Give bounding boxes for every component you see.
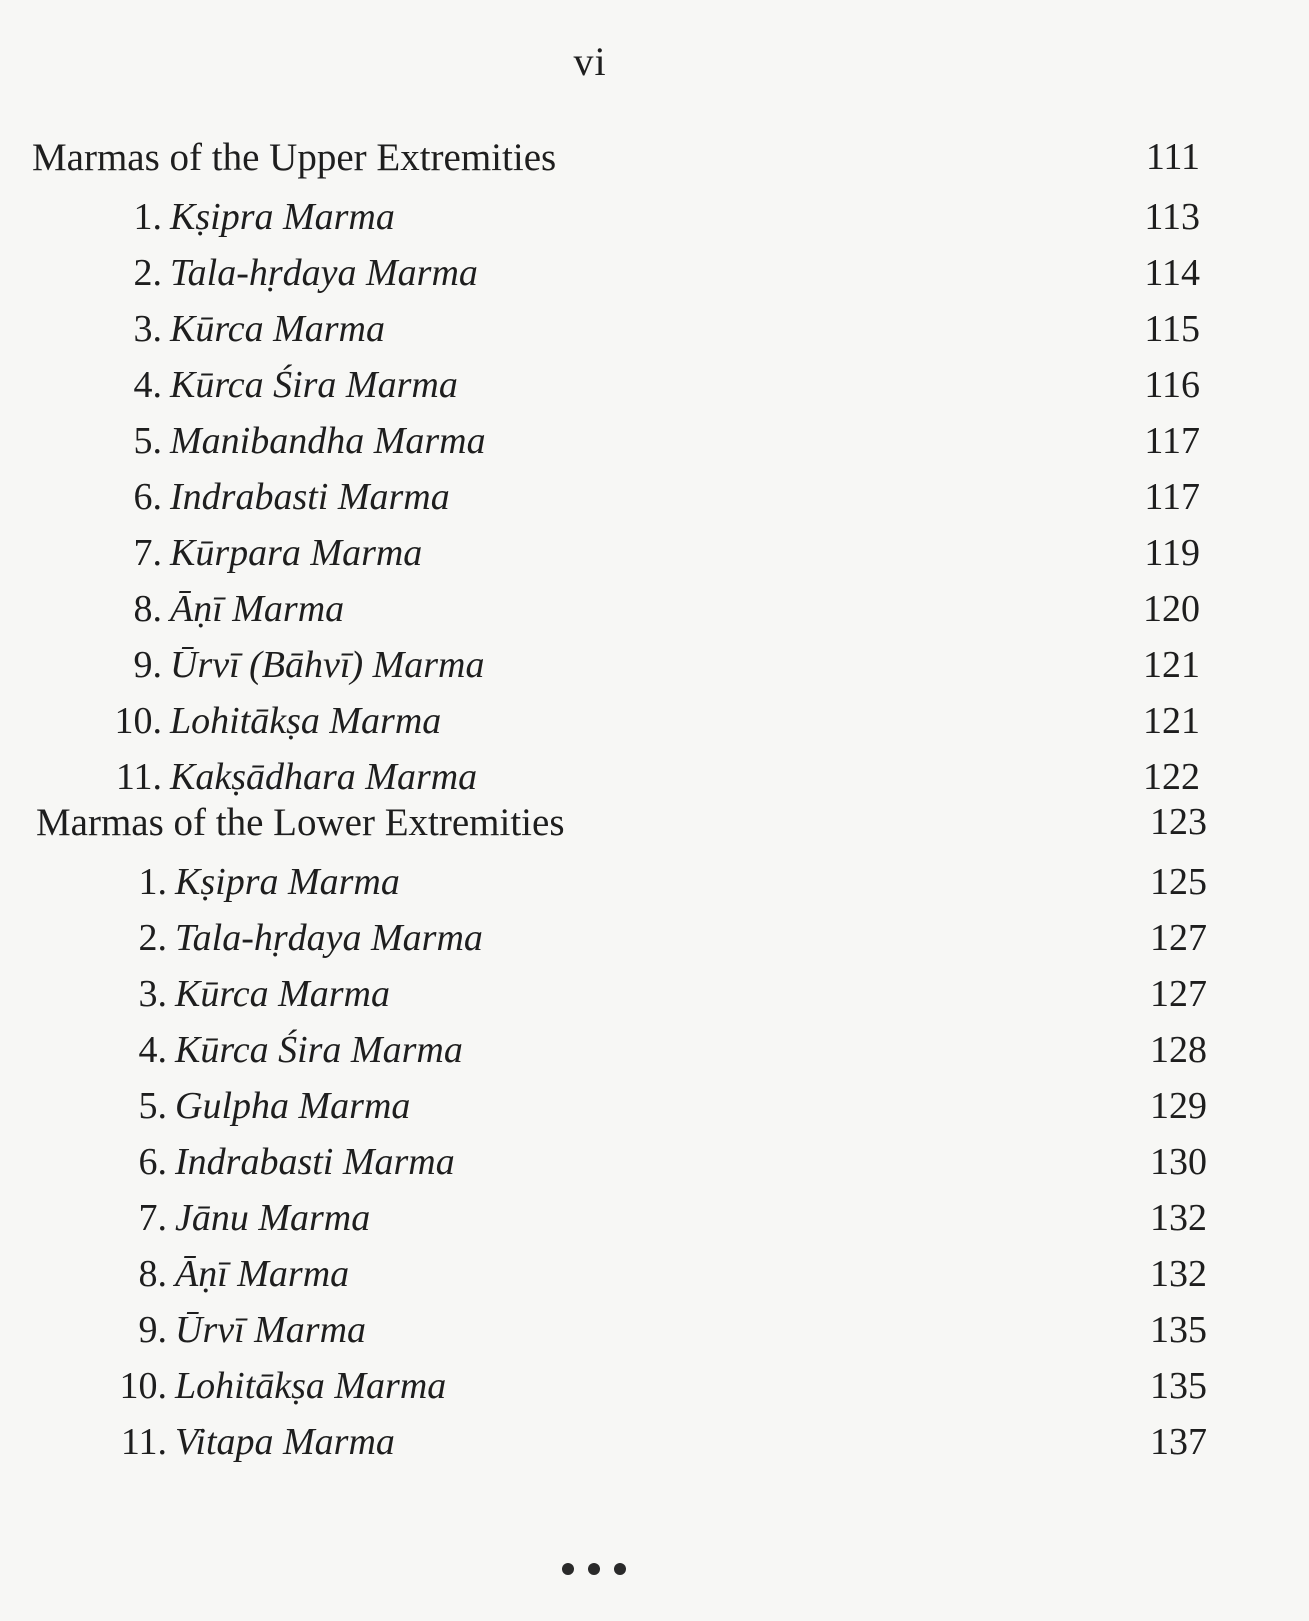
entry-page-ref: 135 — [1150, 1365, 1207, 1407]
entry-title: Indrabasti Marma — [175, 1141, 455, 1183]
end-ornament — [562, 1563, 626, 1575]
entry-page-ref: 113 — [1144, 196, 1200, 238]
toc-entry — [0, 1028, 1309, 1078]
section-heading: Marmas of the Upper Extremities — [32, 136, 557, 179]
entry-title: Ūrvī (Bāhvī) Marma — [170, 644, 485, 686]
entry-page-ref: 129 — [1150, 1085, 1207, 1127]
entry-number: 9. — [138, 1309, 167, 1351]
entry-title: Āṇī Marma — [175, 1253, 350, 1295]
entry-title: Tala-hṛdaya Marma — [170, 252, 478, 294]
entry-number: 6. — [138, 1141, 167, 1183]
toc-entry — [0, 860, 1309, 910]
entry-number: 3. — [138, 973, 167, 1015]
entry-number: 3. — [133, 308, 162, 350]
toc-entry — [0, 363, 1309, 413]
entry-title: Indrabasti Marma — [170, 476, 450, 518]
entry-title: Kūrca Marma — [170, 308, 385, 350]
entry-number: 4. — [138, 1029, 167, 1071]
entry-title: Kūrca Śira Marma — [175, 1029, 463, 1071]
entry-number: 2. — [133, 252, 162, 294]
entry-title: Kūrca Śira Marma — [170, 364, 458, 406]
entry-title: Ūrvī Marma — [175, 1309, 367, 1351]
toc-entry — [0, 1196, 1309, 1246]
entry-title: Manibandha Marma — [170, 420, 486, 462]
entry-page-ref: 117 — [1144, 476, 1200, 518]
section-page-ref: 111 — [1145, 136, 1200, 178]
ornament-dot — [614, 1563, 626, 1575]
entry-number: 7. — [138, 1197, 167, 1239]
entry-title: Lohitākṣa Marma — [175, 1365, 447, 1407]
section-page-ref: 123 — [1150, 801, 1207, 843]
toc-entry — [0, 307, 1309, 357]
entry-page-ref: 130 — [1150, 1141, 1207, 1183]
toc-entry — [0, 475, 1309, 525]
entry-page-ref: 121 — [1143, 700, 1200, 742]
entry-title: Kūrpara Marma — [170, 532, 423, 574]
entry-title: Jānu Marma — [175, 1197, 371, 1239]
toc-entry — [0, 1420, 1309, 1470]
ornament-dot — [562, 1563, 574, 1575]
toc-entry — [0, 419, 1309, 469]
toc-entry — [0, 699, 1309, 749]
entry-number: 10. — [119, 1365, 167, 1407]
toc-entry — [0, 587, 1309, 637]
toc-entry — [0, 195, 1309, 245]
section-heading-row — [0, 135, 1309, 185]
entry-title: Kṣipra Marma — [175, 861, 400, 903]
entry-number: 11. — [120, 1421, 167, 1463]
toc-entry — [0, 251, 1309, 301]
entry-title: Āṇī Marma — [170, 588, 345, 630]
toc-entry — [0, 1364, 1309, 1414]
entry-page-ref: 128 — [1150, 1029, 1207, 1071]
entry-page-ref: 115 — [1144, 308, 1200, 350]
entry-page-ref: 127 — [1150, 973, 1207, 1015]
entry-page-ref: 117 — [1144, 420, 1200, 462]
entry-page-ref: 116 — [1144, 364, 1200, 406]
entry-title: Kṣipra Marma — [170, 196, 395, 238]
entry-page-ref: 121 — [1143, 644, 1200, 686]
entry-number: 2. — [138, 917, 167, 959]
entry-number: 8. — [133, 588, 162, 630]
toc-entry — [0, 755, 1309, 805]
entry-page-ref: 132 — [1150, 1197, 1207, 1239]
entry-page-ref: 114 — [1144, 252, 1200, 294]
entry-page-ref: 137 — [1150, 1421, 1207, 1463]
toc-entry — [0, 1308, 1309, 1358]
entry-title: Kakṣādhara Marma — [170, 756, 478, 798]
entry-page-ref: 119 — [1144, 532, 1200, 574]
toc-entry — [0, 643, 1309, 693]
page-number: vi — [573, 39, 607, 84]
entry-number: 11. — [115, 756, 162, 798]
entry-number: 8. — [138, 1253, 167, 1295]
entry-number: 4. — [133, 364, 162, 406]
entry-page-ref: 125 — [1150, 861, 1207, 903]
ornament-dot — [588, 1563, 600, 1575]
entry-title: Gulpha Marma — [175, 1085, 411, 1127]
entry-page-ref: 120 — [1143, 588, 1200, 630]
entry-title: Lohitākṣa Marma — [170, 700, 442, 742]
toc-entry — [0, 1140, 1309, 1190]
entry-number: 1. — [138, 861, 167, 903]
entry-number: 10. — [114, 700, 162, 742]
entry-number: 6. — [133, 476, 162, 518]
section-heading-row — [0, 800, 1309, 850]
entry-page-ref: 132 — [1150, 1253, 1207, 1295]
toc-entry — [0, 1252, 1309, 1302]
toc-entry — [0, 1084, 1309, 1134]
toc-entry — [0, 531, 1309, 581]
entry-page-ref: 135 — [1150, 1309, 1207, 1351]
entry-number: 1. — [133, 196, 162, 238]
section-heading: Marmas of the Lower Extremities — [36, 801, 565, 844]
entry-title: Vitapa Marma — [175, 1421, 395, 1463]
toc-entry — [0, 916, 1309, 966]
entry-title: Kūrca Marma — [175, 973, 390, 1015]
entry-number: 9. — [133, 644, 162, 686]
entry-number: 5. — [133, 420, 162, 462]
entry-number: 7. — [133, 532, 162, 574]
entry-number: 5. — [138, 1085, 167, 1127]
entry-page-ref: 122 — [1143, 756, 1200, 798]
toc-entry — [0, 972, 1309, 1022]
entry-page-ref: 127 — [1150, 917, 1207, 959]
entry-title: Tala-hṛdaya Marma — [175, 917, 483, 959]
